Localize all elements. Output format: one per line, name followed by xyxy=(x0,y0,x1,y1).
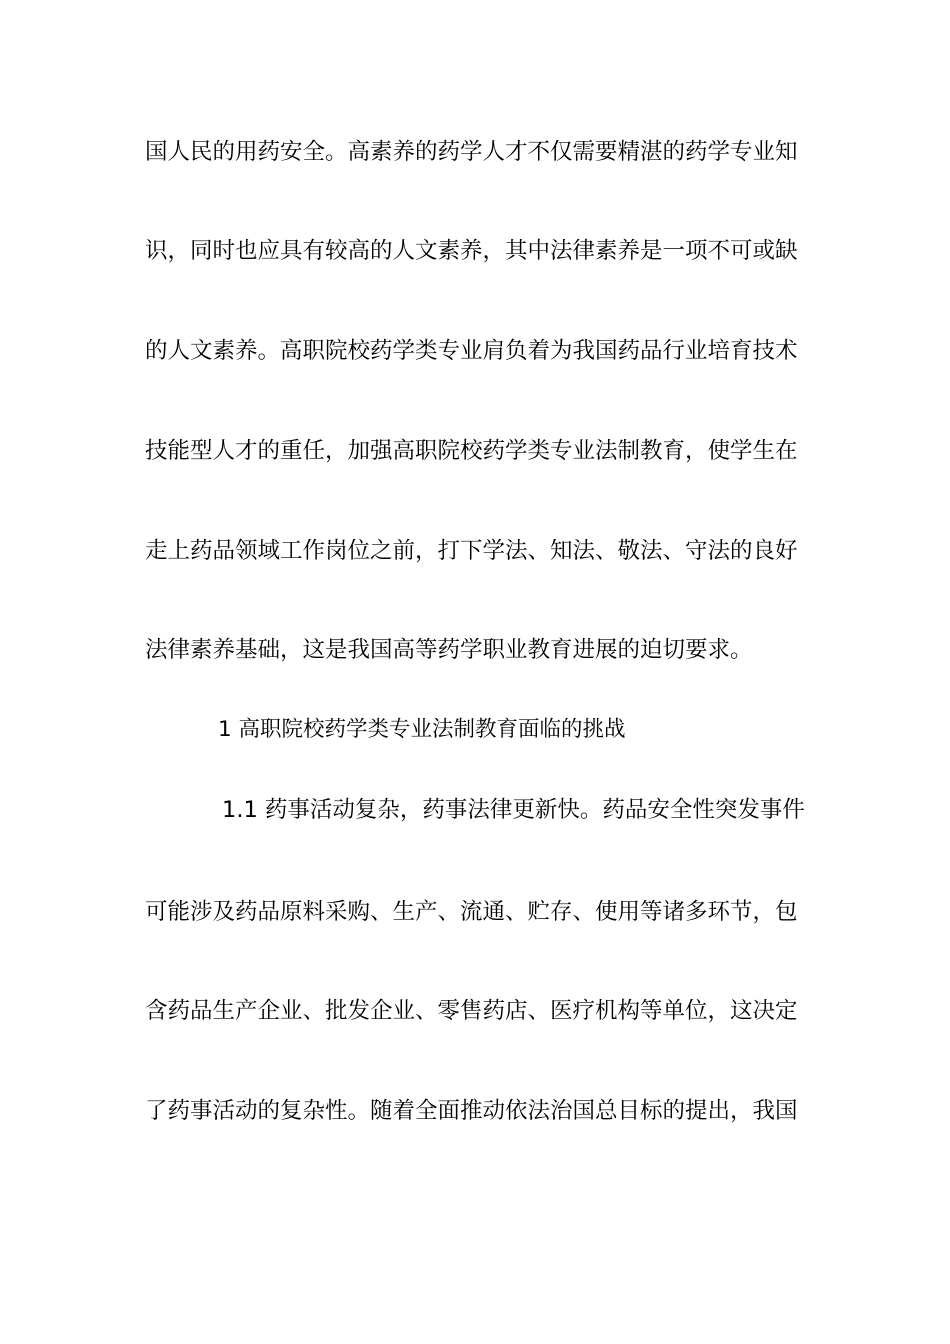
paragraph-line: 了药事活动的复杂性。随着全面推动依法治国总目标的提出，我国 xyxy=(145,1098,798,1124)
paragraph-line: 走上药品领域工作岗位之前，打下学法、知法、敬法、守法的良好 xyxy=(145,538,798,564)
paragraph-line: 技能型人才的重任，加强高职院校药学类专业法制教育，使学生在 xyxy=(145,438,798,464)
paragraph-line: 国人民的用药安全。高素养的药学人才不仅需要精湛的药学专业知 xyxy=(145,139,798,165)
paragraph-line: 可能涉及药品原料采购、生产、流通、贮存、使用等诸多环节，包 xyxy=(145,899,798,925)
paragraph-line: 法律素养基础，这是我国高等药学职业教育进展的迫切要求。 xyxy=(145,637,753,663)
paragraph-line: 识，同时也应具有较高的人文素养，其中法律素养是一项不可或缺 xyxy=(145,238,798,264)
section-heading: 1 高职院校药学类专业法制教育面临的挑战 xyxy=(218,717,626,742)
paragraph-line: 1.1 药事活动复杂，药事法律更新快。药品安全性突发事件 xyxy=(222,797,805,823)
paragraph-line: 的人文素养。高职院校药学类专业肩负着为我国药品行业培育技术 xyxy=(145,338,798,364)
paragraph-line: 含药品生产企业、批发企业、零售药店、医疗机构等单位，这决定 xyxy=(145,998,798,1024)
